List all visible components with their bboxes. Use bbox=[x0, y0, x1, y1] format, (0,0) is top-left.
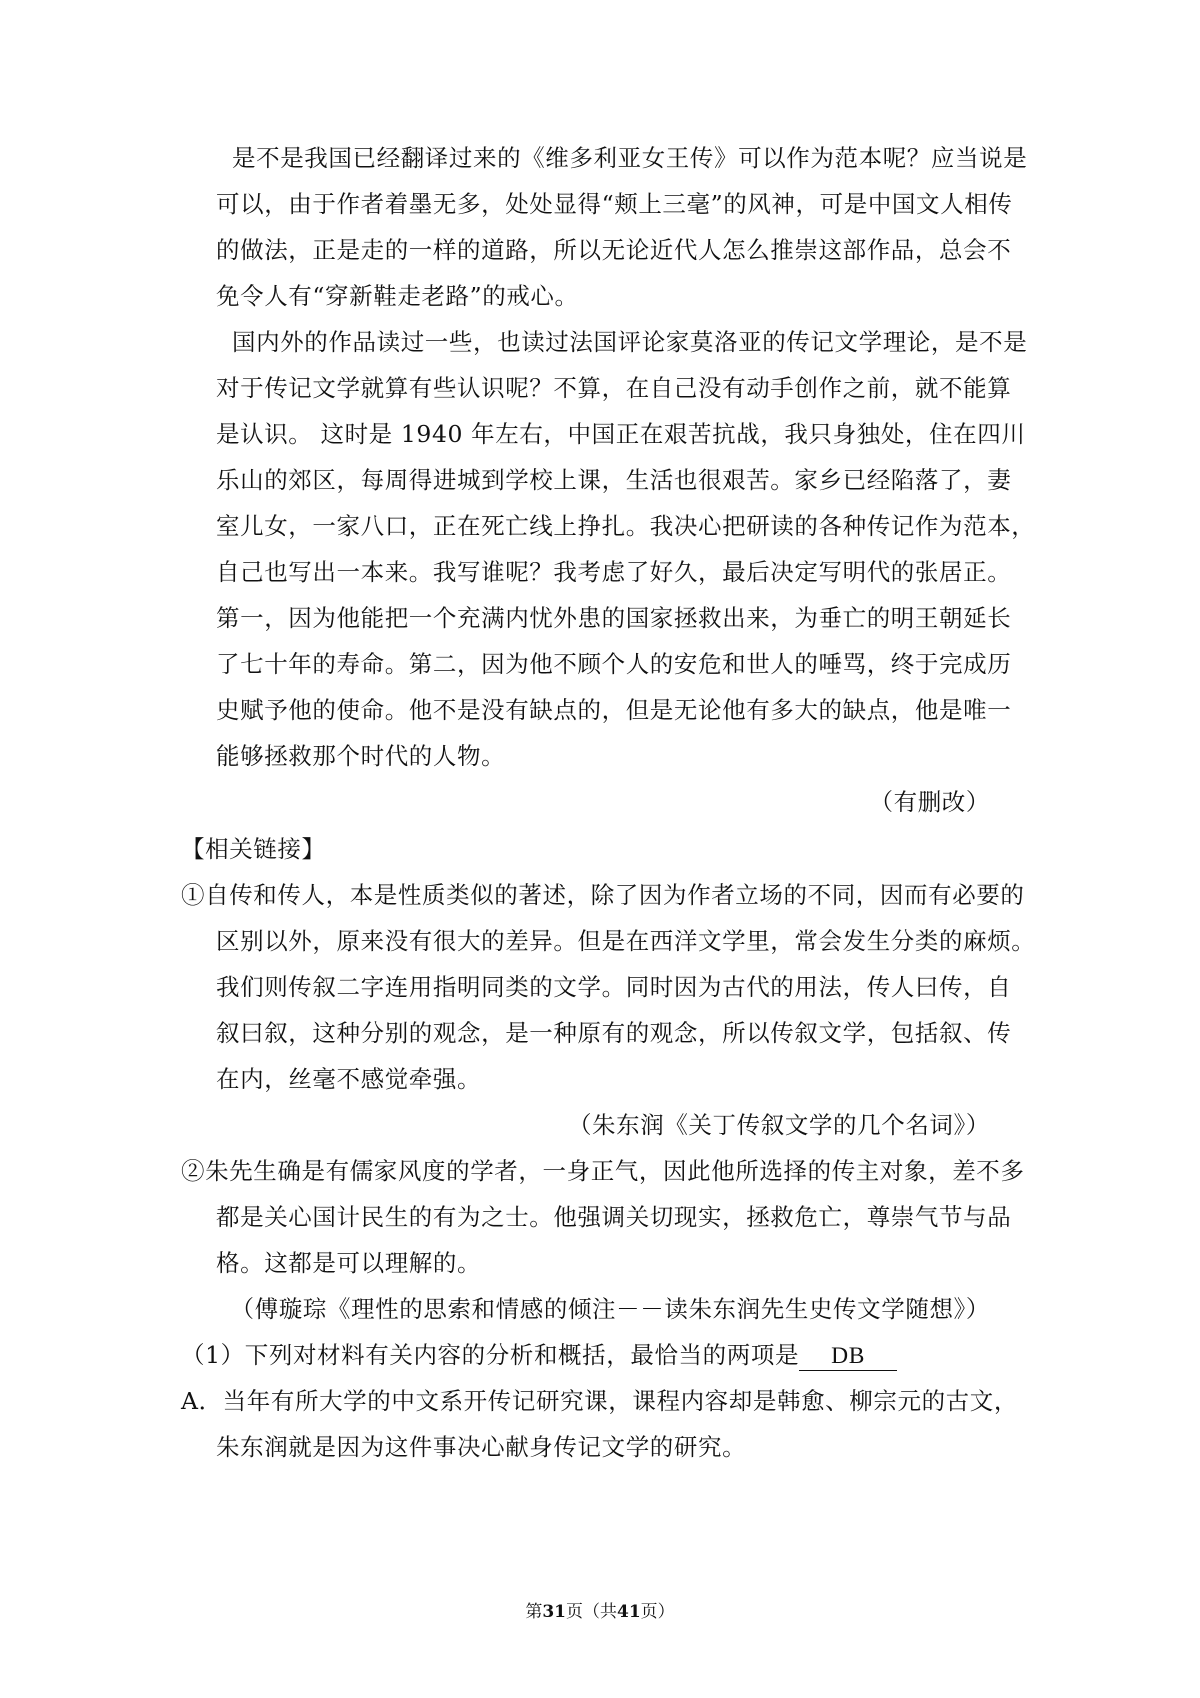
page-number: 31 bbox=[542, 1602, 566, 1622]
text-line: 叙曰叙，这种分别的观念，是一种原有的观念，所以传叙文学，包括叙、传 bbox=[216, 1019, 1012, 1047]
source-citation: （朱东润《关丁传叙文学的几个名词》） bbox=[567, 1111, 990, 1139]
text-line: 在内，丝毫不感觉牵强。 bbox=[216, 1065, 482, 1093]
text-line: 是认识。 这时是 1940 年左右，中国正在艰苦抗战，我只身独处，住在四川 bbox=[216, 420, 1026, 448]
footer-middle: 页（共 bbox=[566, 1602, 617, 1622]
question-text: （1）下列对材料有关内容的分析和概括，最恰当的两项是 bbox=[181, 1341, 800, 1369]
text-line: 对于传记文学就算有些认识呢？不算，在自己没有动手创作之前，就不能算 bbox=[216, 374, 1012, 402]
section-heading: 【相关链接】 bbox=[181, 835, 326, 863]
text-line: 能够拯救那个时代的人物。 bbox=[216, 742, 506, 770]
text-line: 可以，由于作者着墨无多，处处显得“颊上三毫”的风神，可是中国文人相传 bbox=[216, 190, 1013, 218]
total-pages: 41 bbox=[617, 1602, 641, 1622]
text-line: 第一，因为他能把一个充满内忧外患的国家拯救出来，为垂亡的明王朝延长 bbox=[216, 604, 1012, 632]
text-line: 了七十年的寿命。第二，因为他不顾个人的安危和世人的唾骂，终于完成历 bbox=[216, 650, 1012, 678]
text-line: 室儿女，一家八口，正在死亡线上挣扎。我决心把研读的各种传记作为范本， bbox=[216, 512, 1036, 540]
answer-blank: DB bbox=[799, 1342, 897, 1371]
text-line: 国内外的作品读过一些，也读过法国评论家莫洛亚的传记文学理论，是不是 bbox=[232, 328, 1028, 356]
edit-note: （有删改） bbox=[869, 788, 990, 816]
text-line: 是不是我国已经翻译过来的《维多利亚女王传》可以作为范本呢？应当说是 bbox=[232, 144, 1028, 172]
text-line: 免令人有“穿新鞋走老路”的戒心。 bbox=[216, 282, 579, 310]
text-line: 格。这都是可以理解的。 bbox=[216, 1249, 482, 1277]
text-line: ②朱先生确是有儒家风度的学者，一身正气，因此他所选择的传主对象，差不多 bbox=[181, 1157, 1025, 1185]
source-citation: （傅璇琮《理性的思索和情感的倾注－－读朱东润先生史传文学随想》） bbox=[230, 1295, 990, 1323]
text-line: 自己也写出一本来。我写谁呢？我考虑了好久，最后决定写明代的张居正。 bbox=[216, 558, 1012, 586]
page-footer bbox=[0, 1600, 1200, 1624]
text-line: 区别以外，原来没有很大的差异。但是在西洋文学里，常会发生分类的麻烦。 bbox=[216, 927, 1036, 955]
question-stem bbox=[181, 1338, 897, 1372]
text-line: 我们则传叙二字连用指明同类的文学。同时因为古代的用法，传人曰传，自 bbox=[216, 973, 1012, 1001]
option-a: A．当年有所大学的中文系开传记研究课，课程内容却是韩愈、柳宗元的古文， bbox=[181, 1387, 1018, 1415]
text-line: 都是关心国计民生的有为之士。他强调关切现实，拯救危亡，尊崇气节与品 bbox=[216, 1203, 1012, 1231]
text-line: 乐山的郊区，每周得进城到学校上课，生活也很艰苦。家乡已经陷落了，妻 bbox=[216, 466, 1012, 494]
text-line: ①自传和传人，本是性质类似的著述，除了因为作者立场的不同，因而有必要的 bbox=[181, 881, 1025, 909]
footer-prefix: 第 bbox=[525, 1602, 543, 1622]
text-line: 史赋予他的使命。他不是没有缺点的，但是无论他有多大的缺点，他是唯一 bbox=[216, 696, 1012, 724]
text-line: 朱东润就是因为这件事决心献身传记文学的研究。 bbox=[216, 1433, 747, 1461]
footer-suffix: 页） bbox=[640, 1602, 675, 1622]
text-line: 的做法，正是走的一样的道路，所以无论近代人怎么推崇这部作品，总会不 bbox=[216, 236, 1012, 264]
